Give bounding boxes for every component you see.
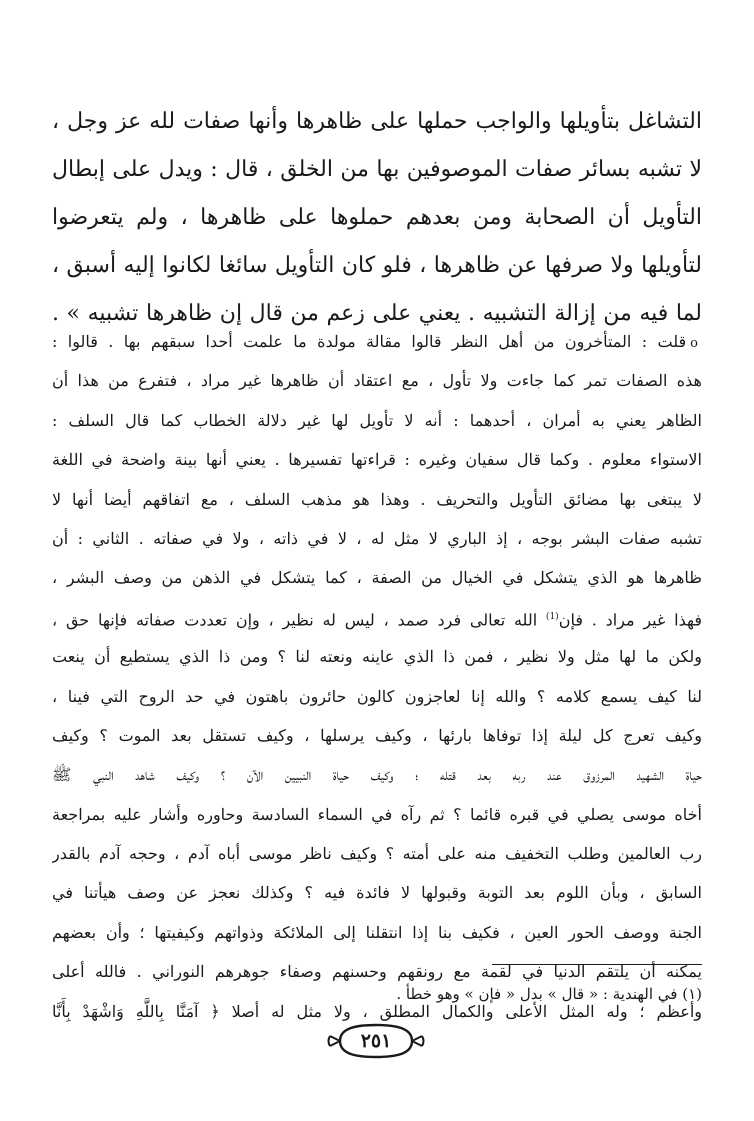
- fn-line-before: فهذا غير مراد . فإن: [558, 610, 702, 630]
- commentary-line: وكيف تعرج كل ليلة إذا توفاها بارئها ، وكيف يرسلها ، وكيف تستقل بعد الموت ؟ وكيف: [52, 725, 702, 745]
- commentary-line: حياة الشهيد المرزوق عند ربه بعد قتله ؛ وكيف حياة النبيين الآن ؟ وكيف شاهد النبي ﷺ: [52, 765, 702, 785]
- commentary-line: ظاهرها هو الذي يتشكل في الخيال من الصفة ، كما يتشكل في الذهن من وصف البشر ،: [52, 568, 702, 588]
- commentary-line: الاستواء معلوم . وكما قال سفيان وغيره : قراءتها تفسيرها . يعني أنها بينة واضحة في اللغة: [52, 450, 702, 470]
- commentary-line: تشبه صفات البشر بوجه ، إذ الباري لا مثل له ، لا في ذاته ، ولا في صفاته . الثاني : أن: [52, 528, 702, 548]
- commentary-block: [52, 322, 702, 1031]
- commentary-line: أخاه موسى يصلي في قبره قائما ؟ ثم رآه في السماء السادسة وحاوره وأشار عليه بمراجعة: [52, 804, 702, 824]
- section-marker: o: [690, 336, 698, 351]
- commentary-line: ولكن ما لها مثل ولا نظير ، فمن ذا الذي عاينه ونعته لنا ؟ ومن ذا الذي يستطيع أن ينعت: [52, 647, 702, 667]
- commentary-line: الظاهر يعني به أمران ، أحدهما : أنه لا تأويل لها غير دلالة الخطاب كما قال السلف :: [52, 410, 702, 430]
- footnote-reference: (1): [545, 611, 559, 622]
- commentary-line: يمكنه أن يلتقم الدنيا في لقمة مع رونقهم وحسنهم وصفاء جوهرهم النوراني . فالله أعلى: [52, 962, 702, 982]
- commentary-line: [52, 598, 702, 637]
- main-text-line: لتأويلها ولا صرفها عن ظاهرها ، فلو كان التأويل سائغا لكانوا إليه أسبق ،: [52, 253, 702, 278]
- main-text-line: التشاغل بتأويلها والواجب حملها على ظاهرها وأنها صفات لله عز وجل ،: [52, 109, 702, 134]
- commentary-line: السابق ، وبأن اللوم بعد التوبة وقبولها لا فائدة فيه ؟ وكذلك نعجز عن وصف هيأتنا في: [52, 883, 702, 903]
- commentary-line: وأعظم ؛ وله المثل الأعلى والكمال المطلق ، ولا مثل له أصلا ﴿ آمَنَّا بِاللَّهِ وَاشْهَدْ بِأَنَّا: [52, 1001, 702, 1021]
- footnote-divider: [492, 964, 702, 965]
- page-number-ornament: [326, 1022, 426, 1060]
- main-text-line: التأويل أن الصحابة ومن بعدهم حملوها على ظاهرها ، ولم يتعرضوا: [52, 205, 702, 230]
- main-text-line: لما فيه من إزالة التشبيه . يعني على زعم من قال إن ظاهرها تشبيه » .: [52, 301, 702, 326]
- commentary-line: [52, 322, 702, 361]
- commentary-first-line: قلت : المتأخرون من أهل النظر قالوا مقالة مولدة ما علمت أحدا سبقهم بها . قالوا :: [52, 332, 687, 351]
- commentary-line: هذه الصفات تمر كما جاءت ولا تأول ، مع اعتقاد أن ظاهرها غير مراد ، فتفرع من هذا أن: [52, 371, 702, 391]
- footnote: (١) في الهندية : « قال » بدل « فإن » وهو خطأ .: [396, 985, 702, 1003]
- fn-line-after: الله تعالى فرد صمد ، ليس له نظير ، وإن تعددت صفاته فإنها حق ،: [52, 610, 538, 630]
- commentary-line: لا يبتغى بها مضائق التأويل والتحريف . وهذا هو مذهب السلف ، مع اتفاقهم أيضا أنها لا: [52, 489, 702, 509]
- commentary-line: الجنة ووصف الحور العين ، فكيف بنا إذا انتقلنا إلى الملائكة وذواتهم وكيفيتها ؛ وأن بعضهم: [52, 922, 702, 942]
- page-number: ٢٥١: [360, 1030, 392, 1052]
- main-text-block: [52, 98, 702, 338]
- commentary-line: لنا كيف يسمع كلامه ؟ والله إنا لعاجزون كالون حائرون باهتون في حد الروح التي فينا ،: [52, 686, 702, 706]
- main-text-line: لا تشبه بسائر صفات الموصوفين بها من الخلق ، قال : ويدل على إبطال: [52, 157, 702, 182]
- commentary-line: رب العالمين وطلب التخفيف منه على أمته ؟ وكيف ناظر موسى أباه آدم ، وحجه آدم بالقدر: [52, 844, 702, 864]
